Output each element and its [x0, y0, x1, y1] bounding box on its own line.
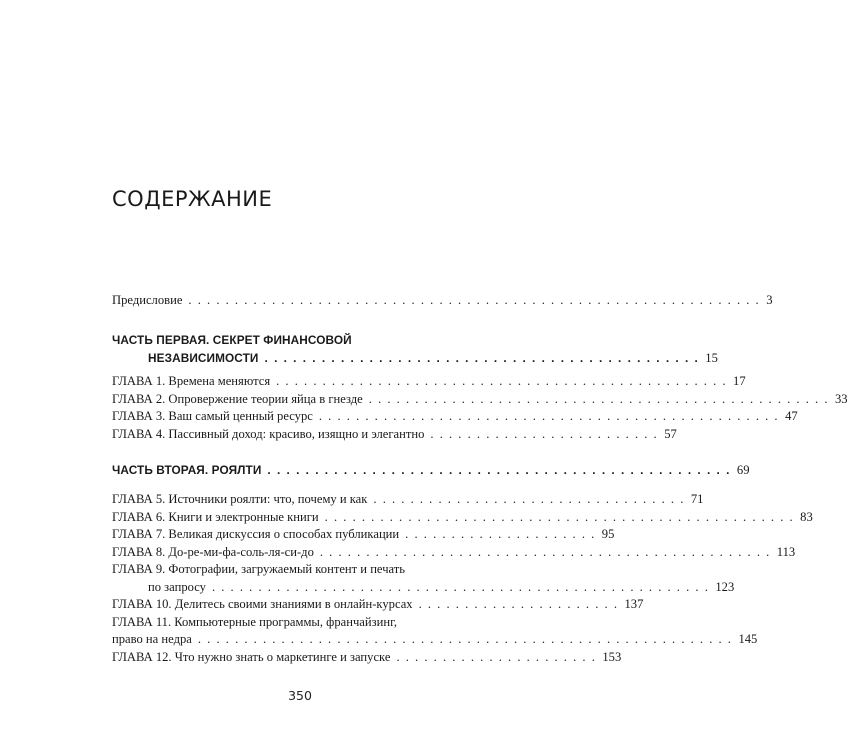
toc-entry-label: Предисловие — [112, 293, 183, 307]
toc-part-1-chapters — [112, 373, 848, 443]
leader-dots: . . . . . . . . . . . . . . . . . . . . . . . . . . . . . . . . . . . . . . . . . . . . . . . . . . . . . . . . . . — [197, 632, 733, 646]
toc-part-2-chapters — [112, 491, 813, 666]
part-page: 69 — [736, 463, 750, 477]
toc-entry-chapter-8[interactable] — [112, 544, 796, 562]
toc-entry-chapter-10[interactable] — [112, 596, 644, 614]
toc-entry-label: ГЛАВА 3. Ваш самый ценный ресурс — [112, 409, 313, 423]
toc-entry-label: ГЛАВА 1. Времена меняются — [112, 374, 271, 388]
toc-entry-label: ГЛАВА 12. Что нужно знать о маркетинге и запуске — [112, 649, 391, 664]
toc-entry-label: ГЛАВА 7. Великая дискуссия о способах публикации — [112, 527, 400, 541]
toc-entry-chapter-11-line2[interactable] — [112, 631, 758, 649]
leader-dots: . . . . . . . . . . . . . . . . . . . . . . . . . . . . . . . . . . . . . . . . . . . . . . . . . — [267, 463, 731, 477]
toc-entry-page: 123 — [715, 579, 735, 594]
part-page: 15 — [705, 350, 719, 365]
toc-entry-page: 95 — [601, 527, 615, 541]
leader-dots: . . . . . . . . . . . . . . . . . . . . . . . . . . . . . . . . . . . . . . . . . . . . . . — [264, 350, 700, 365]
part-2-title[interactable] — [112, 462, 750, 480]
page-title: СОДЕРЖАНИЕ — [112, 187, 273, 211]
toc-entry-label: ГЛАВА 8. До-ре-ми-фа-соль-ля-си-до — [112, 544, 314, 559]
toc-entry-page: 33 — [834, 391, 848, 406]
toc-entry-page: 47 — [785, 409, 798, 423]
toc-entry-chapter-6[interactable] — [112, 509, 813, 527]
leader-dots: . . . . . . . . . . . . . . . . . . . . . . . . . . . . . . . . . . — [373, 492, 685, 506]
leader-dots: . . . . . . . . . . . . . . . . . . . . . . . . . . . . . . . . . . . . . . . . . . . . . . . . . — [319, 544, 771, 559]
toc-entry-page: 137 — [624, 597, 644, 611]
toc-entry-label: ГЛАВА 9. Фотографии, загружаемый контент и печать — [112, 562, 406, 576]
toc-entry-chapter-9-line1[interactable] — [112, 561, 488, 579]
toc-entry-page: 113 — [776, 544, 796, 559]
leader-dots: . . . . . . . . . . . . . . . . . . . . . . . . . — [430, 426, 659, 441]
leader-dots: . . . . . . . . . . . . . . . . . . . . . . . . . . . . . . . . . . . . . . . . . . . . . . . . . — [276, 374, 728, 388]
toc-entry-chapter-3[interactable] — [112, 408, 798, 426]
toc-entry-label: право на недра — [112, 632, 192, 646]
part-title-text: ЧАСТЬ ПЕРВАЯ. СЕКРЕТ ФИНАНСОВОЙ — [112, 333, 352, 347]
toc-entry-chapter-11-line1[interactable] — [112, 614, 488, 632]
toc-entry-page: 17 — [733, 374, 746, 388]
toc-entry-chapter-9-line2[interactable] — [112, 579, 735, 597]
toc-preface — [112, 292, 773, 310]
toc-part-2 — [112, 462, 750, 480]
toc-entry-page: 57 — [664, 426, 677, 441]
toc-entry-page: 145 — [738, 632, 758, 646]
toc-entry-label: ГЛАВА 5. Источники роялти: что, почему и как — [112, 492, 368, 506]
toc-entry-label: ГЛАВА 11. Компьютерные программы, франчайзинг, — [112, 614, 397, 629]
part-1-title-line2[interactable] — [112, 350, 719, 368]
leader-dots: . . . . . . . . . . . . . . . . . . . . . . . . . . . . . . . . . . . . . . . . . . . . . . . . . . . — [324, 509, 795, 524]
toc-part-1 — [112, 332, 719, 367]
toc-entry-chapter-7[interactable] — [112, 526, 615, 544]
toc-entry-chapter-12[interactable] — [112, 649, 622, 667]
leader-dots: . . . . . . . . . . . . . . . . . . . . . . . . . . . . . . . . . . . . . . . . . . . . . . . . . . — [318, 409, 780, 423]
toc-entry-preface[interactable] — [112, 292, 773, 310]
part-title-text: НЕЗАВИСИМОСТИ — [148, 350, 259, 365]
leader-dots: . . . . . . . . . . . . . . . . . . . . . . — [418, 597, 619, 611]
toc-entry-chapter-1[interactable] — [112, 373, 746, 391]
leader-dots: . . . . . . . . . . . . . . . . . . . . . . — [396, 649, 597, 664]
part-title-text: ЧАСТЬ ВТОРАЯ. РОЯЛТИ — [112, 463, 262, 477]
toc-entry-label: ГЛАВА 2. Опровержение теории яйца в гнезде — [112, 391, 363, 406]
leader-dots: . . . . . . . . . . . . . . . . . . . . . . . . . . . . . . . . . . . . . . . . . . . . . . . . . . . . . . . . . . . . . . — [188, 293, 761, 307]
leader-dots: . . . . . . . . . . . . . . . . . . . . . . . . . . . . . . . . . . . . . . . . . . . . . . . . . . . . . . — [211, 579, 710, 594]
toc-entry-label: ГЛАВА 4. Пассивный доход: красиво, изящно и элегантно — [112, 426, 425, 441]
toc-entry-label: ГЛАВА 10. Делитесь своими знаниями в онлайн-курсах — [112, 597, 413, 611]
part-1-title-line1[interactable] — [112, 332, 488, 350]
toc-entry-page: 153 — [602, 649, 622, 664]
toc-entry-chapter-4[interactable] — [112, 426, 677, 444]
leader-dots: . . . . . . . . . . . . . . . . . . . . . — [405, 527, 596, 541]
toc-entry-page: 3 — [766, 293, 773, 307]
toc-entry-page: 83 — [800, 509, 813, 524]
toc-entry-chapter-5[interactable] — [112, 491, 704, 509]
toc-entry-chapter-2[interactable] — [112, 391, 848, 409]
toc-entry-label: ГЛАВА 6. Книги и электронные книги — [112, 509, 319, 524]
leader-dots: . . . . . . . . . . . . . . . . . . . . . . . . . . . . . . . . . . . . . . . . . . . . . . . . . . — [368, 391, 829, 406]
toc-entry-page: 71 — [690, 492, 704, 506]
page-number: 350 — [288, 688, 312, 703]
toc-entry-label: по запросу — [148, 579, 206, 594]
